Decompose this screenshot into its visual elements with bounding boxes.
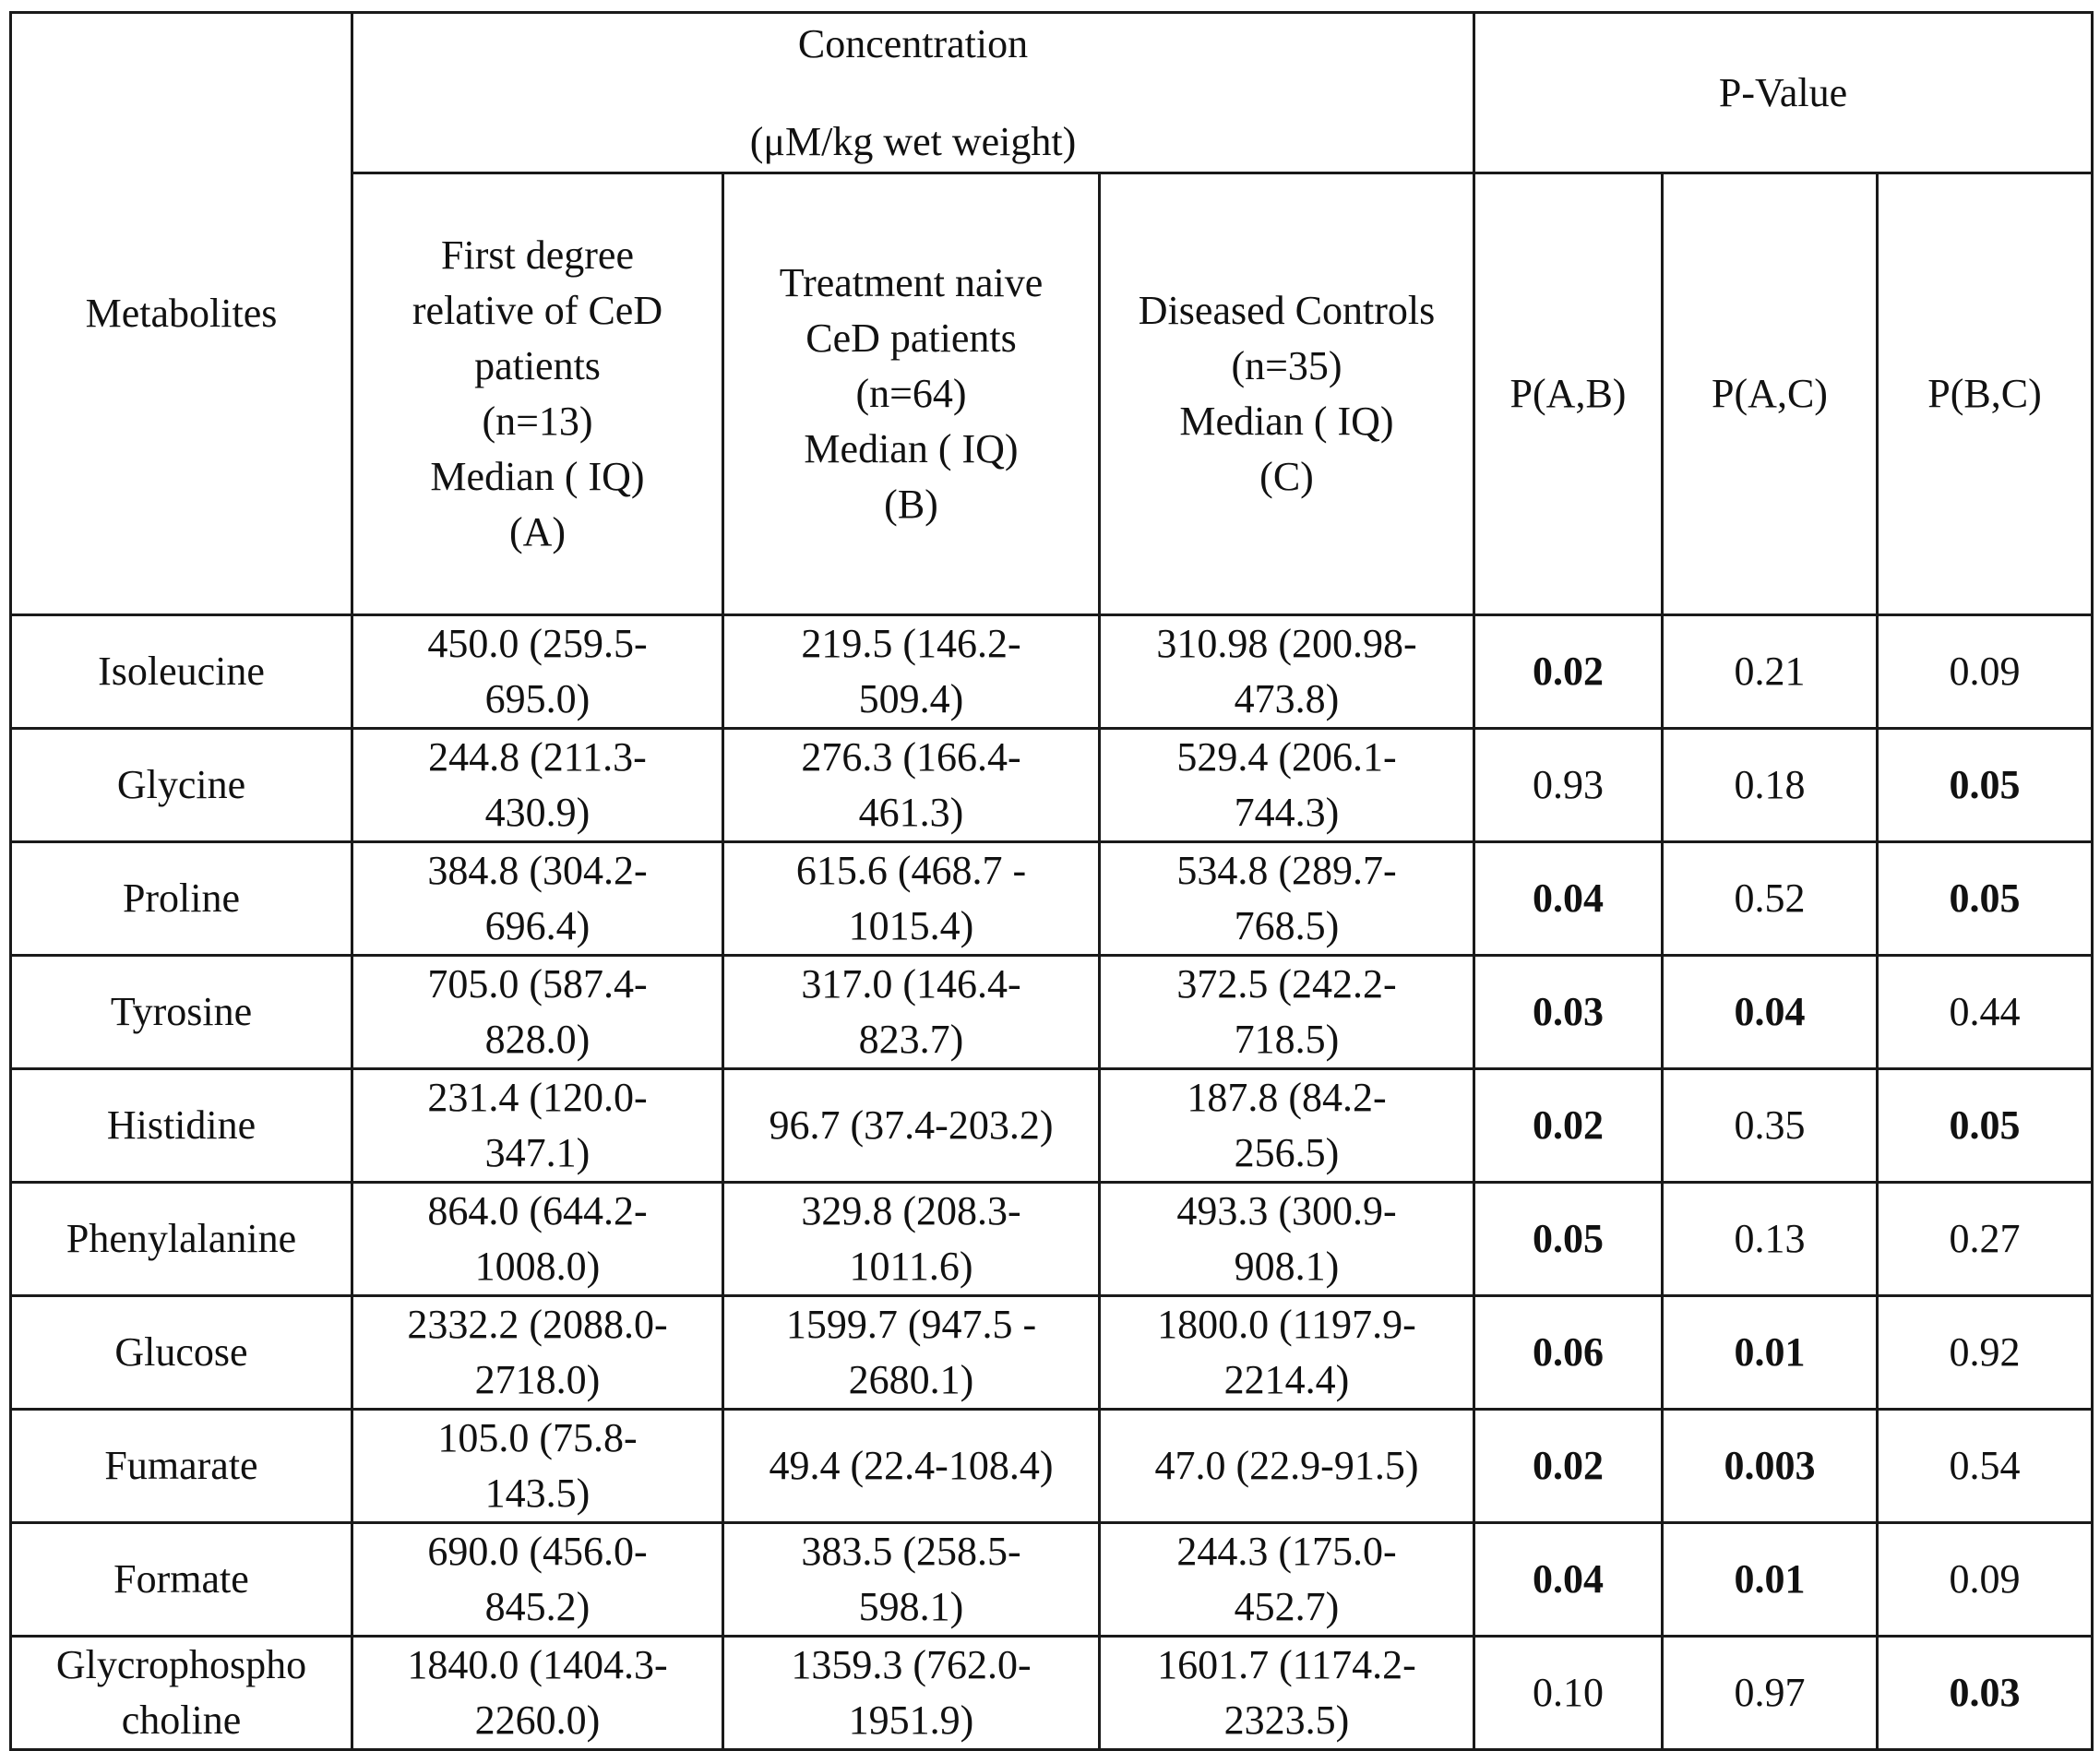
group-c-cell: 529.4 (206.1- 744.3) [1100, 729, 1474, 842]
group-a-cell: 864.0 (644.2- 1008.0) [352, 1183, 723, 1296]
group-b-cell: 219.5 (146.2- 509.4) [723, 615, 1100, 729]
p-ab-cell: 0.93 [1474, 729, 1663, 842]
table-row [11, 1410, 2093, 1523]
p-bc-cell: 0.27 [1878, 1183, 2093, 1296]
header-row-top [11, 13, 2093, 173]
p-ac-cell: 0.13 [1663, 1183, 1878, 1296]
p-bc-header: P(B,C) [1878, 173, 2093, 615]
group-c-cell: 1601.7 (1174.2- 2323.5) [1100, 1637, 1474, 1750]
concentration-title: Concentration [797, 20, 1029, 66]
table-row [11, 1296, 2093, 1410]
p-ac-cell: 0.01 [1663, 1523, 1878, 1637]
group-c-cell: 493.3 (300.9- 908.1) [1100, 1183, 1474, 1296]
group-b-cell: 1599.7 (947.5 - 2680.1) [723, 1296, 1100, 1410]
group-b-cell: 49.4 (22.4-108.4) [723, 1410, 1100, 1523]
p-ac-cell: 0.21 [1663, 615, 1878, 729]
group-b-cell: 276.3 (166.4- 461.3) [723, 729, 1100, 842]
p-ab-cell: 0.05 [1474, 1183, 1663, 1296]
p-ab-cell: 0.02 [1474, 1410, 1663, 1523]
p-ab-cell: 0.10 [1474, 1637, 1663, 1750]
metabolites-header: Metabolites [11, 13, 352, 615]
group-c-cell: 1800.0 (1197.9- 2214.4) [1100, 1296, 1474, 1410]
metabolites-table [9, 11, 2094, 1751]
table-body [11, 615, 2093, 1750]
metabolite-cell: Histidine [11, 1069, 352, 1183]
group-a-header: First degree relative of CeD patients (n=13) Median ( IQ) (A) [352, 173, 723, 615]
group-b-cell: 615.6 (468.7 - 1015.4) [723, 842, 1100, 956]
metabolite-cell: Glycine [11, 729, 352, 842]
p-bc-cell: 0.05 [1878, 842, 2093, 956]
p-bc-cell: 0.09 [1878, 1523, 2093, 1637]
p-bc-cell: 0.54 [1878, 1410, 2093, 1523]
group-b-cell: 329.8 (208.3- 1011.6) [723, 1183, 1100, 1296]
group-a-cell: 2332.2 (2088.0- 2718.0) [352, 1296, 723, 1410]
concentration-unit: (μM/kg wet weight) [749, 118, 1077, 164]
group-a-cell: 384.8 (304.2- 696.4) [352, 842, 723, 956]
table-row [11, 1183, 2093, 1296]
p-ab-header: P(A,B) [1474, 173, 1663, 615]
table-row [11, 842, 2093, 956]
p-ab-cell: 0.06 [1474, 1296, 1663, 1410]
p-ac-cell: 0.003 [1663, 1410, 1878, 1523]
table-row [11, 729, 2093, 842]
p-ab-cell: 0.03 [1474, 956, 1663, 1069]
metabolite-cell: Glycrophospho choline [11, 1637, 352, 1750]
metabolite-cell: Isoleucine [11, 615, 352, 729]
metabolite-cell: Tyrosine [11, 956, 352, 1069]
group-a-cell: 1840.0 (1404.3- 2260.0) [352, 1637, 723, 1750]
p-ab-cell: 0.02 [1474, 615, 1663, 729]
p-ac-cell: 0.04 [1663, 956, 1878, 1069]
group-a-cell: 690.0 (456.0- 845.2) [352, 1523, 723, 1637]
table-row [11, 615, 2093, 729]
p-bc-cell: 0.03 [1878, 1637, 2093, 1750]
p-ac-cell: 0.97 [1663, 1637, 1878, 1750]
pvalue-header: P-Value [1474, 13, 2093, 173]
group-b-cell: 1359.3 (762.0- 1951.9) [723, 1637, 1100, 1750]
p-ab-cell: 0.04 [1474, 1523, 1663, 1637]
table-row [11, 1523, 2093, 1637]
table-row [11, 1069, 2093, 1183]
group-a-cell: 705.0 (587.4- 828.0) [352, 956, 723, 1069]
group-c-cell: 47.0 (22.9-91.5) [1100, 1410, 1474, 1523]
p-bc-cell: 0.05 [1878, 729, 2093, 842]
metabolite-cell: Formate [11, 1523, 352, 1637]
p-bc-cell: 0.44 [1878, 956, 2093, 1069]
group-b-header: Treatment naive CeD patients (n=64) Median ( IQ) (B) [723, 173, 1100, 615]
p-ac-cell: 0.35 [1663, 1069, 1878, 1183]
group-c-cell: 372.5 (242.2- 718.5) [1100, 956, 1474, 1069]
group-a-cell: 105.0 (75.8- 143.5) [352, 1410, 723, 1523]
group-c-cell: 310.98 (200.98- 473.8) [1100, 615, 1474, 729]
p-ab-cell: 0.02 [1474, 1069, 1663, 1183]
p-ac-cell: 0.18 [1663, 729, 1878, 842]
p-ac-header: P(A,C) [1663, 173, 1878, 615]
group-a-cell: 450.0 (259.5- 695.0) [352, 615, 723, 729]
group-a-cell: 231.4 (120.0- 347.1) [352, 1069, 723, 1183]
group-c-cell: 244.3 (175.0- 452.7) [1100, 1523, 1474, 1637]
group-c-cell: 187.8 (84.2- 256.5) [1100, 1069, 1474, 1183]
table-row [11, 956, 2093, 1069]
group-c-cell: 534.8 (289.7- 768.5) [1100, 842, 1474, 956]
p-bc-cell: 0.05 [1878, 1069, 2093, 1183]
p-bc-cell: 0.09 [1878, 615, 2093, 729]
group-a-cell: 244.8 (211.3- 430.9) [352, 729, 723, 842]
group-b-cell: 383.5 (258.5- 598.1) [723, 1523, 1100, 1637]
metabolite-cell: Fumarate [11, 1410, 352, 1523]
metabolite-cell: Phenylalanine [11, 1183, 352, 1296]
concentration-header [352, 13, 1474, 173]
metabolite-cell: Proline [11, 842, 352, 956]
p-bc-cell: 0.92 [1878, 1296, 2093, 1410]
group-b-cell: 96.7 (37.4-203.2) [723, 1069, 1100, 1183]
metabolite-cell: Glucose [11, 1296, 352, 1410]
group-c-header: Diseased Controls (n=35) Median ( IQ) (C) [1100, 173, 1474, 615]
p-ac-cell: 0.52 [1663, 842, 1878, 956]
table-row [11, 1637, 2093, 1750]
p-ab-cell: 0.04 [1474, 842, 1663, 956]
p-ac-cell: 0.01 [1663, 1296, 1878, 1410]
group-b-cell: 317.0 (146.4- 823.7) [723, 956, 1100, 1069]
